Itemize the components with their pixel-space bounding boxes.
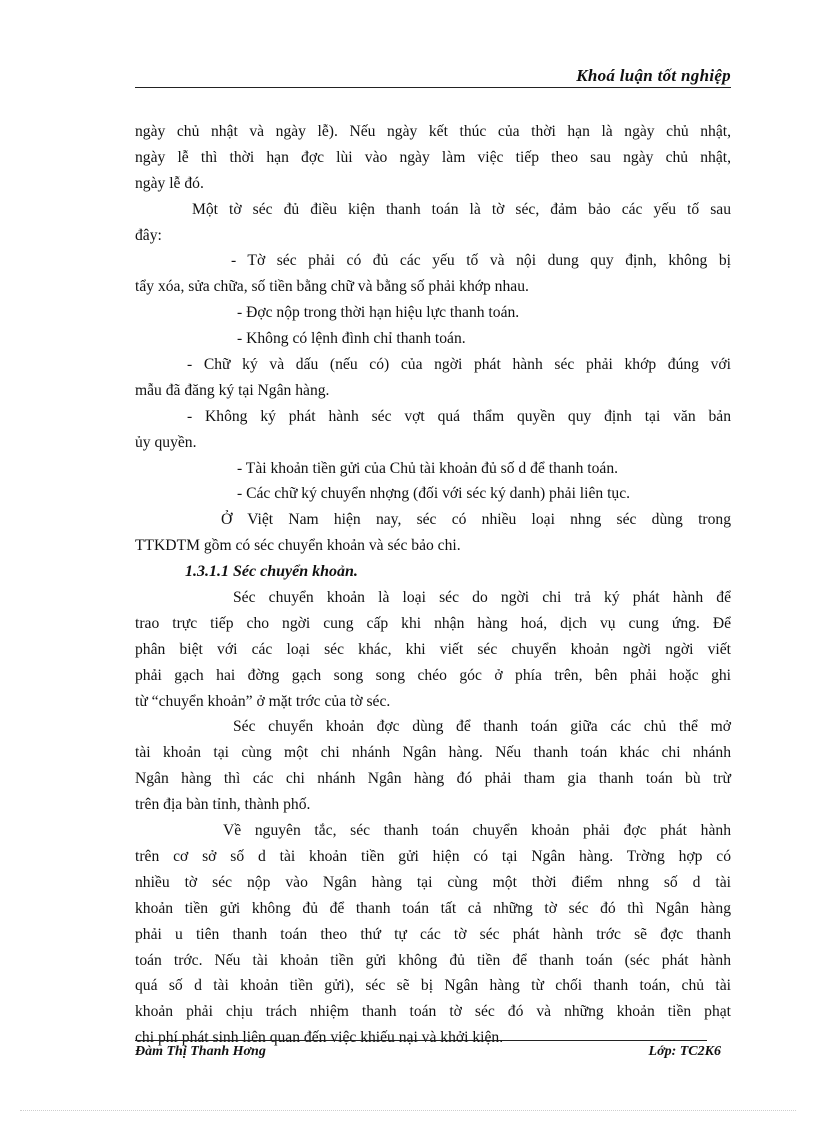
text-line: tẩy xóa, sửa chữa, số tiền bằng chữ và bằng số phải khớp nhau. bbox=[135, 278, 529, 296]
header-rule bbox=[135, 87, 731, 88]
text-line: ủy quyền. bbox=[135, 433, 197, 451]
text-line: nhiều tờ séc nộp vào Ngân hàng tại cùng một thời điểm nhng số d tài bbox=[135, 873, 731, 891]
text-line: ngày lễ thì thời hạn đợc lùi vào ngày làm việc tiếp theo sau ngày chủ nhật, bbox=[135, 148, 731, 166]
text-line: trao trực tiếp cho ngời cung cấp khi nhận hàng hoá, dịch vụ cung ứng. Để bbox=[135, 614, 731, 632]
text-line: khoản tiền gửi không đủ để thanh toán tất cả những tờ séc đó thì Ngân hàng bbox=[135, 899, 731, 917]
text-line: - Tài khoản tiền gửi của Chủ tài khoản đủ số d để thanh toán. bbox=[237, 459, 619, 477]
text-line: phải gạch hai đờng gạch song song chéo góc ở phía trên, bên phải hoặc ghi bbox=[135, 666, 731, 684]
text-line: quá số d tài khoản tiền gửi), séc sẽ bị Ngân hàng từ chối thanh toán, chủ tài bbox=[135, 977, 731, 995]
page-header bbox=[135, 66, 731, 88]
body-text bbox=[135, 119, 731, 1051]
page-bottom-dotted-border bbox=[20, 1110, 796, 1111]
text-line: đây: bbox=[135, 226, 162, 244]
footer-rule bbox=[135, 1040, 707, 1041]
text-line: - Chữ ký và dấu (nếu có) của ngời phát hành séc phải khớp đúng với bbox=[187, 356, 731, 374]
text-line: trên cơ sở số d tài khoản tiền gửi hiện có tại Ngân hàng. Trờng hợp có bbox=[135, 847, 731, 865]
text-line: mẫu đã đăng ký tại Ngân hàng. bbox=[135, 381, 330, 399]
text-line: - Không ký phát hành séc vợt quá thẩm quyền quy định tại văn bản bbox=[187, 407, 731, 425]
text-line: Ngân hàng thì các chi nhánh Ngân hàng đó phải tham gia thanh toán bù trừ bbox=[135, 770, 731, 788]
text-line: Séc chuyển khoản đợc dùng để thanh toán giữa các chủ thể mở bbox=[233, 718, 731, 736]
text-line: - Không có lệnh đình chỉ thanh toán. bbox=[237, 330, 466, 348]
text-line: phân biệt với các loại séc khác, khi viết séc chuyển khoản ngời ngời viết bbox=[135, 640, 731, 658]
text-line: phải u tiên thanh toán theo thứ tự các tờ séc phát hành trớc sẽ đợc thanh bbox=[135, 925, 731, 943]
text-line: khoản phải chịu trách nhiệm thanh toán tờ séc đó và những khoản tiền phạt bbox=[135, 1003, 731, 1021]
text-line: từ “chuyển khoản” ở mặt trớc của tờ séc. bbox=[135, 692, 391, 710]
section-heading: 1.3.1.1 Séc chuyển khoản. bbox=[185, 563, 358, 581]
footer-class: Lớp: TC2K6 bbox=[648, 1044, 721, 1059]
text-line: - Đợc nộp trong thời hạn hiệu lực thanh toán. bbox=[237, 304, 520, 322]
text-line: chi phí phát sinh liên quan đến việc khiếu nại và khởi kiện. bbox=[135, 1029, 504, 1047]
text-line: Séc chuyển khoản là loại séc do ngời chi trả ký phát hành để bbox=[233, 589, 731, 607]
text-line: TTKDTM gồm có séc chuyển khoản và séc bảo chi. bbox=[135, 537, 461, 555]
text-line: ngày lễ đó. bbox=[135, 174, 204, 192]
text-line: - Tờ séc phải có đủ các yếu tố và nội dung quy định, không bị bbox=[231, 252, 731, 270]
header-title: Khoá luận tốt nghiệp bbox=[576, 66, 731, 85]
text-line: trên địa bàn tỉnh, thành phố. bbox=[135, 796, 311, 814]
text-line: - Các chữ ký chuyển nhợng (đối với séc ký danh) phải liên tục. bbox=[237, 485, 631, 503]
footer-author: Đàm Thị Thanh Hơng bbox=[135, 1044, 266, 1059]
text-line: toán trớc. Nếu tài khoản tiền gửi không đủ tiền để thanh toán (séc phát hành bbox=[135, 951, 731, 969]
text-line: tài khoản tại cùng một chi nhánh Ngân hàng. Nếu thanh toán khác chi nhánh bbox=[135, 744, 731, 762]
text-line: ngày chủ nhật và ngày lễ). Nếu ngày kết thúc của thời hạn là ngày chủ nhật, bbox=[135, 123, 731, 140]
text-line: Ở Việt Nam hiện nay, séc có nhiều loại nhng séc dùng trong bbox=[221, 511, 731, 529]
text-line: Về nguyên tắc, séc thanh toán chuyển khoản phải đợc phát hành bbox=[223, 822, 731, 840]
text-line: Một tờ séc đủ điều kiện thanh toán là tờ séc, đảm bảo các yếu tố sau bbox=[192, 200, 731, 218]
